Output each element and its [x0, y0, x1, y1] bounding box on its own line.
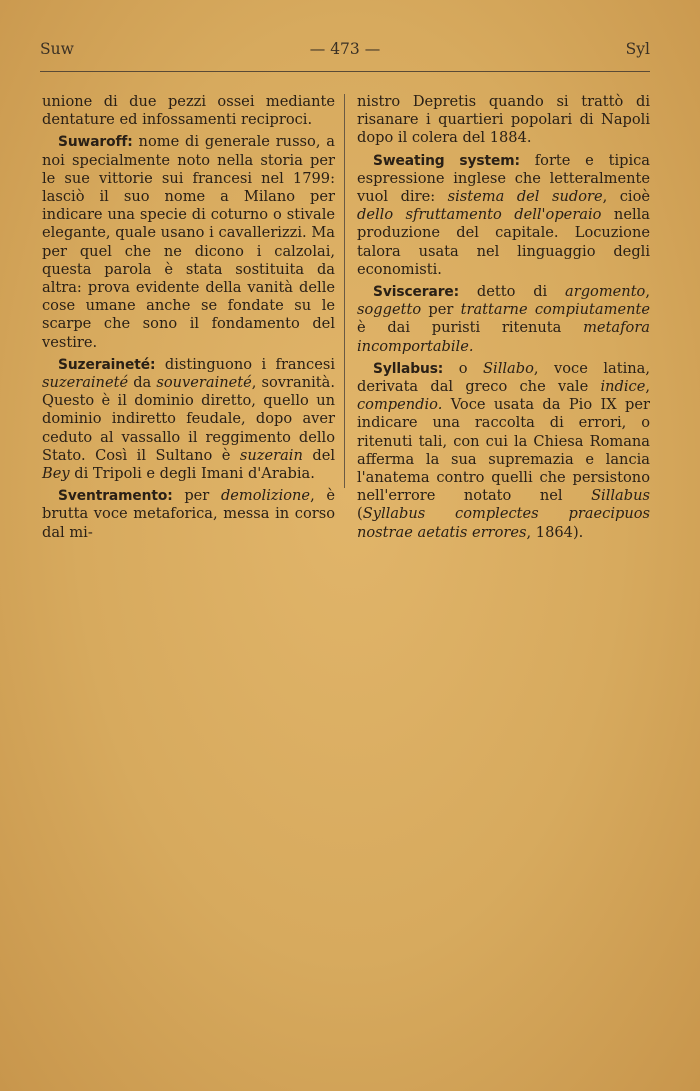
italic-term: Bey: [42, 465, 70, 483]
italic-term: suzeraineté: [42, 374, 129, 392]
definition-text: del: [302, 446, 336, 464]
italic-term: sistema del sudore: [447, 188, 603, 206]
definition-text: ,: [645, 378, 650, 396]
entry-syllabus: [357, 360, 650, 542]
continued-text: nistro Depretis quando si trattò di risanare i quartieri popolari di Napoli dopo il colera del 1884.: [357, 93, 650, 147]
definition-text: di Tripoli e degli Imani d'Arabia.: [69, 465, 315, 483]
running-head-left: Suw: [40, 40, 74, 58]
italic-term: indice: [600, 378, 646, 396]
definition-text: ,: [645, 283, 650, 301]
italic-term: Sillabus: [591, 487, 650, 505]
italic-term: suzerain: [239, 446, 303, 464]
headword-sviscerare: Sviscerare:: [373, 284, 460, 301]
column-divider: [344, 94, 345, 488]
definition-text: per: [172, 487, 221, 505]
entry-sventramento: [42, 487, 335, 542]
definition-text: , 1864).: [526, 523, 584, 541]
definition-text: detto di: [459, 283, 566, 301]
italic-term: souveraineté: [156, 374, 252, 392]
definition-text: forte e tipica espressione inglese che letteralmente vuol dire:: [357, 151, 651, 206]
continued-text: unione di due pezzi ossei mediante dentature ed infossamenti reciproci.: [42, 93, 335, 129]
headword-sweating-system: Sweating system:: [373, 152, 520, 169]
definition-text: è dai puristi ritenuta: [357, 319, 584, 337]
headword-suzeraineté: Suzeraineté:: [58, 356, 156, 373]
definition-text: , cioè: [602, 188, 650, 206]
page-number: — 473 —: [309, 40, 381, 58]
entry-suzeraineté: [42, 356, 335, 483]
entry-sweating-system: [357, 152, 650, 279]
definition-text: da: [128, 374, 157, 392]
definition-text: per: [421, 301, 461, 319]
definition-text: , sovranità. Questo è il dominio diretto, quello un dominio indiretto feudale, dopo aver ceduto al vassallo il reggimento dello Stato. Così il Sultano è: [42, 374, 336, 464]
running-head: [40, 40, 650, 64]
italic-term: trattarne compiutamente: [460, 301, 650, 319]
italic-term: demolizione: [220, 487, 311, 505]
entry-sviscerare: [357, 283, 650, 356]
italic-term: metafora incomportabile.: [357, 319, 650, 355]
italic-term: dello sfruttamento dell'operaio: [357, 206, 602, 224]
continued-entry-text: [42, 93, 335, 129]
definition-text: , è brutta voce metaforica, messa in corso dal mi-: [42, 487, 335, 541]
italic-term: argomento: [565, 283, 646, 301]
definition-text: , voce latina, derivata dal greco che vale: [357, 359, 650, 396]
running-head-right: Syl: [625, 40, 650, 58]
definition-text: Voce usata da Pio IX per indicare una raccolta di errori, o ritenuti tali, con cui la Chiesa Romana afferma la sua supremazia e lancia l'anatema contro quelli che persistono nell'errore notato nel: [357, 396, 650, 505]
headword-syllabus: Syllabus:: [373, 360, 444, 377]
italic-term: Syllabus complectes praecipuos nostrae aetatis errores: [357, 505, 650, 541]
headword-suwaroff: Suwaroff:: [58, 134, 133, 151]
definition-text: (: [357, 505, 363, 523]
header-rule: [40, 71, 650, 72]
headword-sventramento: Sventramento:: [58, 488, 173, 505]
left-column: [42, 93, 335, 546]
entry-suwaroff: [42, 133, 335, 351]
right-column: [357, 93, 650, 546]
definition-text: nella produzione del capitale. Locuzione talora usata nel linguaggio degli economisti.: [357, 206, 650, 278]
continued-entry-text: [357, 93, 650, 148]
italic-term: soggetto: [357, 301, 422, 319]
italic-term: compendio.: [357, 396, 443, 414]
definition-text: o: [443, 359, 484, 377]
definition-suwaroff: nome di generale russo, a noi specialmente noto nella storia per le sue vittorie sui francesi nel 1799: lasciò il suo nome a Milano per indicare una specie di coturno o stivale elegante, quale usano i cavallerizzi. Ma per quel che ne dicono i calzolai, questa parola è stata sostituita da altra: prova evidente della vanità delle cose umane anche se fondate su le scarpe che sono il fondamento del vestire.: [42, 133, 335, 351]
italic-term: Sillabo: [483, 359, 534, 377]
definition-text: distinguono i francesi: [155, 355, 335, 373]
